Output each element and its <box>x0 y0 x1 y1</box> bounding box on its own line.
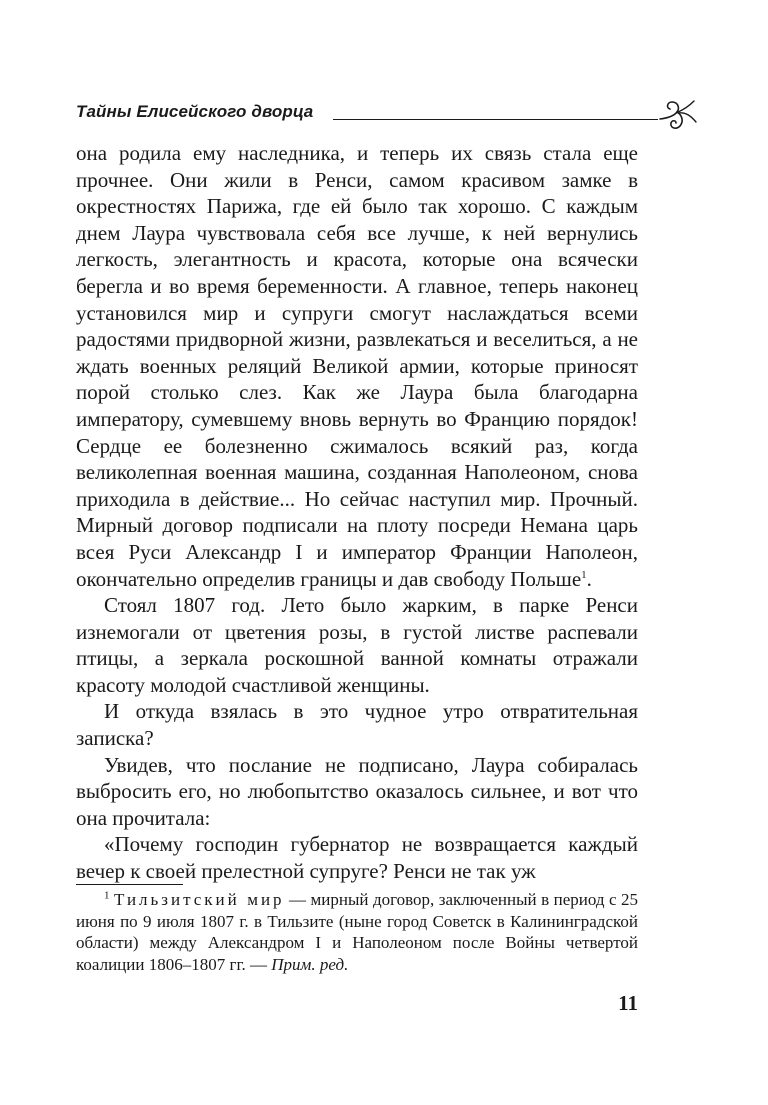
editor-note: Прим. ред. <box>271 954 349 974</box>
flourish-ornament-icon <box>658 96 698 134</box>
paragraph: «Почему господин губернатор не возвращается каждый вечер к своей прелестной супруге? Ренси не так уж <box>76 832 638 884</box>
running-head <box>76 92 696 132</box>
page-number: 11 <box>618 991 638 1015</box>
footnote-term: Тильзитский мир <box>113 890 285 909</box>
paragraph: Увидев, что послание не подписано, Лаура собиралась выбросить его, но любопытство оказалось сильнее, и вот что она прочитала: <box>76 752 638 830</box>
paragraph-text: она родила ему наследника, и теперь их связь стала еще прочнее. Они жили в Ренси, самом красивом замке в окрестностях Парижа, где ей было так хорошо. С каждым днем Лаура чувствовала себя все лучше, к ней вернулись легкость, элегантность и красота, которые она всячески берегла и во время беременности. А главное, теперь наконец установился мир и супруги смогут наслаждаться всеми радостями придворной жизни, развлекаться и веселиться, а не ждать военных реляций Великой армии, которые приносят порой столько слез. Как же Лаура была благодарна императору, сумевшему вновь вернуть во Францию порядок! Сердце ее болезненно сжималось всякий раз, когда великолепная военная машина, созданная Наполеоном, снова приходила в действие... Но сейчас наступил мир. Прочный. Мирный договор подписали на плоту посреди Немана царь всея Руси Александр I и император Франции Наполеон, окончательно определив границы и дав свободу Польше <box>76 141 638 591</box>
main-text <box>76 140 638 885</box>
paragraph: Стоял 1807 год. Лето было жарким, в парке Ренси изнемогали от цветения розы, в густой листве распевали птицы, а зеркала роскошной ванной комнаты отражали красоту молодой счастливой женщины. <box>76 593 638 697</box>
footnote-reference: 1 <box>581 568 587 581</box>
paragraph: И откуда взялась в это чудное утро отвратительная записка? <box>76 699 638 751</box>
book-title: Тайны Елисейского дворца <box>76 102 314 121</box>
footnote-marker: 1 <box>104 889 110 902</box>
footnote <box>76 889 638 975</box>
header-rule <box>333 119 658 120</box>
footnote-rule <box>76 884 183 885</box>
footnote-text: — мирный договор, заключенный в период с 25 июня по 9 июля 1807 г. в Тильзите (ныне город Советск в Калининградской области) между Александром I и Наполеоном после Войны четвертой коалиции 1806–1807 гг. — <box>76 890 639 974</box>
paragraph: она родила ему наследника, и теперь их связь стала еще прочнее. Они жили в Ренси, самом красивом замке в окрестностях Парижа, где ей было так хорошо. С каждым днем Лаура чувствовала себя все лучше, к ней вернулись легкость, элегантность и красота, которые она всячески берегла и во время беременности. А главное, теперь наконец установился мир и супруги смогут наслаждаться всеми радостями придворной жизни, развлекаться и веселиться, а не ждать военных реляций Великой армии, которые приносят порой столько слез. Как же Лаура была благодарна императору, сумевшему вновь вернуть во Францию порядок! Сердце ее болезненно сжималось всякий раз, когда великолепная военная машина, созданная Наполеоном, снова приходила в действие... Но сейчас наступил мир. Прочный. Мирный договор подписали на плоту посреди Немана царь всея Руси Александр I и император Франции Наполеон, окончательно определив границы и дав свободу Польше$^1$. <box>76 141 638 591</box>
